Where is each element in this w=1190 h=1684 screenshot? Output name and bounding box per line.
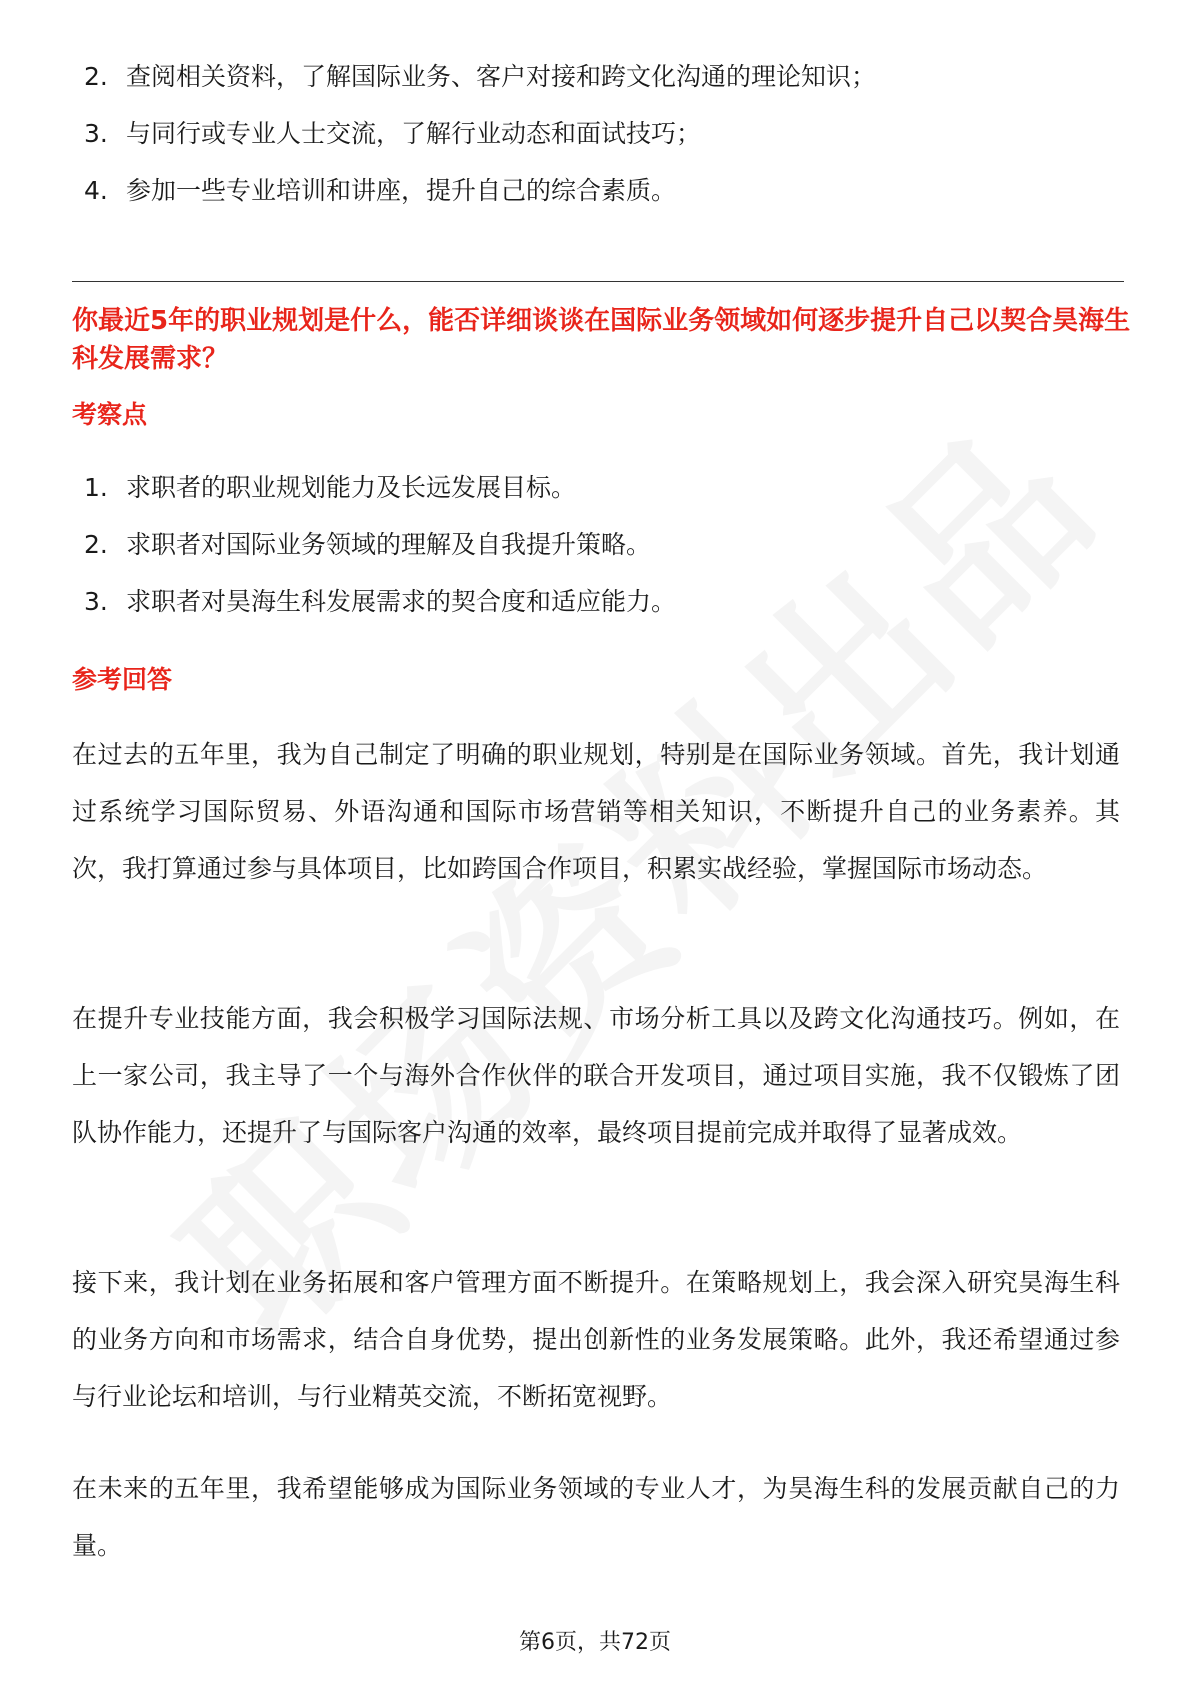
answer-title: 参考回答 <box>72 665 173 694</box>
answer-paragraph: 在提升专业技能方面，我会积极学习国际法规、市场分析工具以及跨文化沟通技巧。例如，在上一家公司，我主导了一个与海外合作伙伴的联合开发项目，通过项目实施，我不仅锻炼了团队协作能力，还提升了与国际客户沟通的效率，最终项目提前完成并取得了显著成效。 <box>72 1004 1120 1147</box>
list-item-text: 求职者对昊海生科发展需求的契合度和适应能力。 <box>126 587 677 616</box>
list-item-text: 参加一些专业培训和讲座，提升自己的综合素质。 <box>126 176 677 205</box>
list-item-text: 求职者的职业规划能力及长远发展目标。 <box>126 473 577 502</box>
answer-paragraph: 在过去的五年里，我为自己制定了明确的职业规划，特别是在国际业务领域。首先，我计划通过系统学习国际贸易、外语沟通和国际市场营销等相关知识，不断提升自己的业务素养。其次，我打算通过参与具体项目，比如跨国合作项目，积累实战经验，掌握国际市场动态。 <box>72 740 1120 883</box>
list-item-number: 3. <box>84 119 108 148</box>
answer-paragraph: 在未来的五年里，我希望能够成为国际业务领域的专业人才，为昊海生科的发展贡献自己的力量。 <box>72 1474 1120 1560</box>
page-number-footer: 第6页，共72页 <box>519 1630 671 1655</box>
answer-paragraph: 接下来，我计划在业务拓展和客户管理方面不断提升。在策略规划上，我会深入研究昊海生科的业务方向和市场需求，结合自身优势，提出创新性的业务发展策略。此外，我还希望通过参与行业论坛和培训，与行业精英交流，不断拓宽视野。 <box>72 1268 1120 1411</box>
list-item <box>84 105 876 162</box>
list-item <box>84 459 676 516</box>
list-item <box>84 516 676 573</box>
list-item-text: 与同行或专业人士交流，了解行业动态和面试技巧； <box>126 119 702 148</box>
list-item-number: 2. <box>84 62 108 91</box>
list-item-number: 3. <box>84 587 108 616</box>
list-item-text: 查阅相关资料，了解国际业务、客户对接和跨文化沟通的理论知识； <box>126 62 877 91</box>
list-item <box>84 48 876 105</box>
section-divider <box>72 281 1124 282</box>
top-list <box>84 48 876 219</box>
list-item <box>84 162 876 219</box>
list-item-number: 2. <box>84 530 108 559</box>
key-points-title: 考察点 <box>72 400 148 429</box>
question-heading: 你最近5年的职业规划是什么，能否详细谈谈在国际业务领域如何逐步提升自己以契合昊海生科发展需求？ <box>72 306 1131 374</box>
list-item-number: 1. <box>84 473 108 502</box>
list-item <box>84 573 676 630</box>
key-points-list <box>84 459 676 630</box>
list-item-number: 4. <box>84 176 108 205</box>
list-item-text: 求职者对国际业务领域的理解及自我提升策略。 <box>126 530 652 559</box>
